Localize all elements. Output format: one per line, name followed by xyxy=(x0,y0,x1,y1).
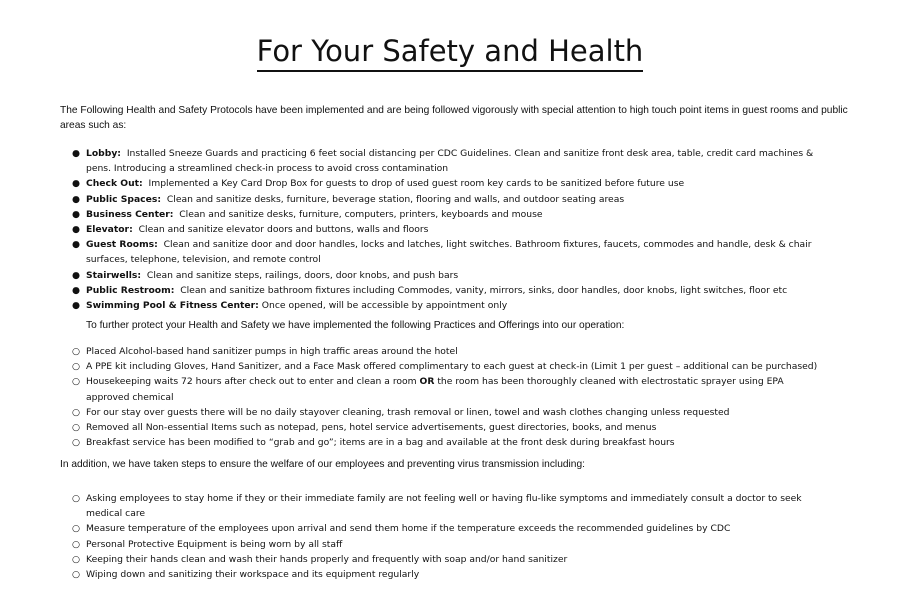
employee-step-text: Measure temperature of the employees upon arrival and send them home if the temperature exceeds the recommended guidelines by CDC xyxy=(86,523,731,535)
list-item xyxy=(62,537,822,552)
protocol-label: Guest Rooms: xyxy=(86,239,158,251)
employee-step-text: Keeping their hands clean and wash their hands properly and frequently with soap and/or hand sanitizer xyxy=(86,553,568,565)
list-item xyxy=(62,192,822,207)
bullet-icon: ○ xyxy=(72,406,81,418)
employee-step-text: Wiping down and sanitizing their workspace and its equipment regularly xyxy=(86,569,420,581)
page-title xyxy=(0,34,900,72)
list-item xyxy=(62,176,822,191)
list-item xyxy=(62,374,822,404)
bullet-icon: ○ xyxy=(72,437,81,449)
list-item xyxy=(62,420,822,435)
bullet-icon: ○ xyxy=(72,553,81,565)
list-item xyxy=(62,405,822,420)
bullet-icon: ○ xyxy=(72,569,81,581)
protocol-text: Clean and sanitize door and door handles, locks and latches, light switches. Bathroom fixtures, faucets, commodes and handle, desk & chair surfaces, telephone, television, and remote control xyxy=(86,239,812,266)
practice-text: the room has been thoroughly cleaned with electrostatic sprayer using EPA approved chemical xyxy=(86,376,784,403)
bullet-icon: ● xyxy=(72,193,81,205)
bullet-icon: ● xyxy=(72,224,81,236)
list-item xyxy=(62,222,822,237)
bullet-icon: ○ xyxy=(72,346,81,357)
practices-heading: To further protect your Health and Safety we have implemented the following Practices and Offerings into our operation: xyxy=(86,320,625,331)
bullet-icon: ○ xyxy=(72,493,81,504)
list-item xyxy=(62,268,822,283)
list-item xyxy=(62,283,822,298)
protocol-label: Lobby: xyxy=(86,148,121,159)
protocol-text: Clean and sanitize elevator doors and buttons, walls and floors xyxy=(138,224,429,236)
list-item xyxy=(62,521,822,536)
list-item xyxy=(62,298,822,313)
intro-paragraph: The Following Health and Safety Protocols have been implemented and are being followed vigorously with special attention to high touch point items in guest rooms and public areas such as: xyxy=(60,105,848,131)
list-item xyxy=(62,552,822,567)
protocol-label: Swimming Pool & Fitness Center: xyxy=(86,300,259,312)
list-item xyxy=(62,435,822,450)
list-item xyxy=(62,207,822,222)
bullet-icon: ● xyxy=(72,269,81,281)
practice-emphasis: OR xyxy=(419,376,435,388)
protocol-text: Clean and sanitize bathroom fixtures including Commodes, vanity, mirrors, sinks, door handles, door knobs, light switches, floor etc xyxy=(180,284,788,296)
bullet-icon: ● xyxy=(72,239,81,251)
practice-text: Placed Alcohol-based hand sanitizer pumps in high traffic areas around the hotel xyxy=(86,346,458,357)
protocol-label: Public Spaces: xyxy=(86,193,162,205)
bullet-icon: ○ xyxy=(72,523,81,535)
protocol-label: Public Restroom: xyxy=(86,284,175,296)
practice-text: Housekeeping waits 72 hours after check out to enter and clean a room xyxy=(86,376,417,388)
practices-list xyxy=(62,344,822,450)
page-title-text: For Your Safety and Health xyxy=(257,34,644,72)
list-item xyxy=(62,359,822,374)
protocol-text: Once opened, will be accessible by appointment only xyxy=(261,300,508,312)
protocol-label: Elevator: xyxy=(86,224,133,236)
practice-text: For our stay over guests there will be no daily stayover cleaning, trash removal or linen, towel and wash clothes changing unless requested xyxy=(86,406,730,418)
protocol-label: Stairwells: xyxy=(86,269,142,281)
employees-heading: In addition, we have taken steps to ensure the welfare of our employees and preventing virus transmission including: xyxy=(60,459,585,470)
list-item xyxy=(62,491,822,521)
protocol-text: Clean and sanitize desks, furniture, beverage station, flooring and walls, and outdoor seating areas xyxy=(166,193,625,205)
bullet-icon: ● xyxy=(72,208,81,220)
protocol-label: Business Center: xyxy=(86,208,174,220)
employee-steps-list xyxy=(62,491,822,582)
protocol-text: Installed Sneeze Guards and practicing 6 feet social distancing per CDC Guidelines. Clean and sanitize front desk area, table, credit card machines & pens. Introducing a streamlined check-in process to avoid cross contamination xyxy=(86,148,814,175)
list-item xyxy=(62,146,822,176)
protocols-list xyxy=(62,146,822,313)
bullet-icon: ● xyxy=(72,148,81,159)
employee-step-text: Asking employees to stay home if they or their immediate family are not feeling well or having flu-like symptoms and immediately consult a doctor to seek medical care xyxy=(86,493,802,520)
protocol-label: Check Out: xyxy=(86,178,143,190)
bullet-icon: ● xyxy=(72,284,81,296)
bullet-icon: ○ xyxy=(72,361,81,373)
bullet-icon: ● xyxy=(72,300,81,312)
practice-text: A PPE kit including Gloves, Hand Sanitizer, and a Face Mask offered complimentary to each guest at check-in (Limit 1 per guest – additional can be purchased) xyxy=(86,361,818,373)
employee-step-text: Personal Protective Equipment is being worn by all staff xyxy=(86,538,343,550)
bullet-icon: ● xyxy=(72,178,81,190)
protocol-text: Implemented a Key Card Drop Box for guests to drop of used guest room key cards to be sanitized before future use xyxy=(148,178,685,190)
bullet-icon: ○ xyxy=(72,376,81,388)
practice-text: Breakfast service has been modified to “grab and go”; items are in a bag and available at the front desk during breakfast hours xyxy=(86,437,675,449)
list-item xyxy=(62,237,822,267)
list-item xyxy=(62,567,822,582)
practice-text: Removed all Non-essential Items such as notepad, pens, hotel service advertisements, guest directories, books, and menus xyxy=(86,422,657,434)
list-item xyxy=(62,344,822,359)
bullet-icon: ○ xyxy=(72,422,81,434)
protocol-text: Clean and sanitize desks, furniture, computers, printers, keyboards and mouse xyxy=(179,208,543,220)
protocol-text: Clean and sanitize steps, railings, doors, door knobs, and push bars xyxy=(146,269,459,281)
bullet-icon: ○ xyxy=(72,538,81,550)
